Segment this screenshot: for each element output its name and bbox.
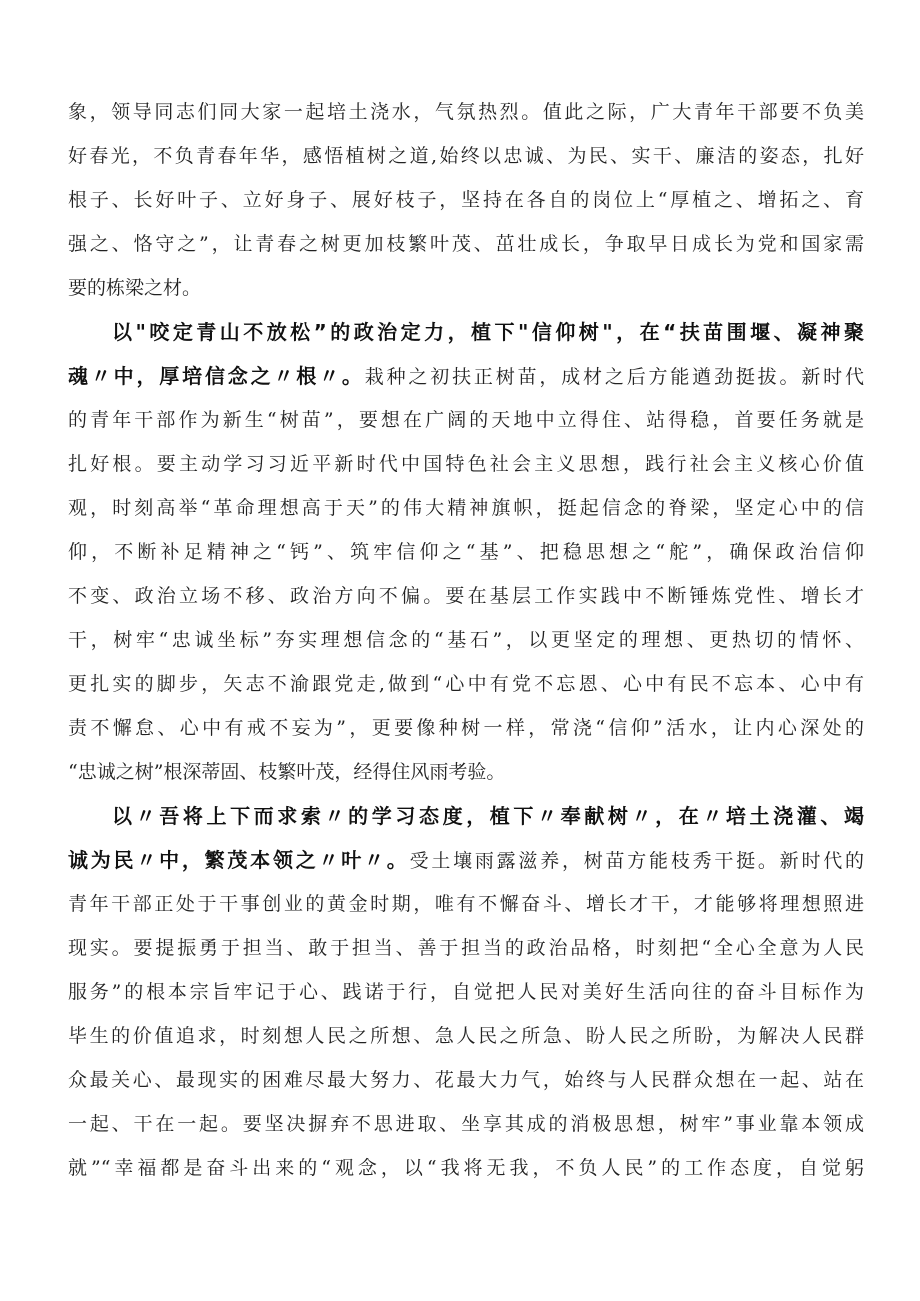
text-line: 观，时刻高举“革命理想高于天”的伟大精神旗帜，挺起信念的脊梁，坚定心中的信 [68,497,864,519]
text-line: 更扎实的脚步，矢志不渝跟党走,做到“心中有党不忘恩、心中有民不忘本、心中有 [68,673,864,695]
text-line: 青年干部正处于干事创业的黄金时期，唯有不懈奋斗、增长才干，才能够将理想照进 [68,893,864,915]
body-text: 受土壤雨露滋养，树苗方能枝秀干挺。新时代的 [409,850,864,872]
text-line: 就”“幸福都是奋斗出来的“观念，以“我将无我，不负人民”的工作态度，自觉躬 [68,1157,864,1179]
paragraph-3 [68,794,864,1190]
section-heading-continued: 诚为民〃中，繁茂本领之〃叶〃。 [68,848,410,872]
text-line: 象，领导同志们同大家一起培土浇水，气氛热烈。值此之际，广大青年干部要不负美 [68,101,864,123]
text-line-mixed [68,838,864,882]
text-line: 好春光，不负青春年华，感悟植树之道,始终以忠诚、为民、实干、廉洁的姿态，扎好 [68,145,864,167]
text-line-mixed [68,354,864,398]
text-line: 责不懈怠、心中有戒不妄为”，更要像种树一样，常浇“信仰”活水，让内心深处的 [68,717,864,739]
text-line: 现实。要提振勇于担当、敢于担当、善于担当的政治品格，时刻把“全心全意为人民 [68,937,864,959]
text-line: 的青年干部作为新生“树苗”，要想在广阔的天地中立得住、站得稳，首要任务就是 [68,409,864,431]
paragraph-1 [68,90,864,310]
text-line: 服务”的根本宗旨牢记于心、践诺于行，自觉把人民对美好生活向往的奋斗目标作为 [68,981,864,1003]
text-line: 仰，不断补足精神之“钙”、筑牢信仰之“基”、把稳思想之“舵”，确保政治信仰 [68,541,864,563]
text-line: 毕生的价值追求，时刻想人民之所想、急人民之所急、盼人民之所盼，为解决人民群 [68,1025,864,1047]
body-text: 栽种之初扶正树苗，成材之后方能遒劲挺拔。新时代 [364,366,864,388]
text-line: 要的栋梁之材。 [68,277,202,299]
section-heading: 以"咬定青山不放松”的政治定力，植下"信仰树"，在“扶苗围堰、凝神聚 [112,320,864,344]
section-heading-continued: 魂〃中，厚培信念之〃根〃。 [68,364,365,388]
text-line: 众最关心、最现实的困难尽最大努力、花最大力气，始终与人民群众想在一起、站在 [68,1069,864,1091]
text-line: 强之、恪守之”，让青春之树更加枝繁叶茂、茁壮成长，争取早日成长为党和国家需 [68,233,864,255]
text-line: 干，树牢“忠诚坐标”夯实理想信念的“基石”，以更坚定的理想、更热切的情怀、 [68,629,864,651]
text-line: 扎好根。要主动学习习近平新时代中国特色社会主义思想，践行社会主义核心价值 [68,453,864,475]
paragraph-2 [68,310,864,794]
text-line: “忠诚之树”根深蒂固、枝繁叶茂，经得住风雨考验。 [68,761,506,783]
text-line: 不变、政治立场不移、政治方向不偏。要在基层工作实践中不断锤炼党性、增长才 [68,585,864,607]
section-heading: 以〃吾将上下而求索〃的学习态度，植下〃奉献树〃，在〃培土浇灌、竭 [112,804,864,828]
text-line: 根子、长好叶子、立好身子、展好枝子，坚持在各自的岗位上“厚植之、增拓之、育 [68,189,864,211]
text-line: 一起、干在一起。要坚决摒弃不思进取、坐享其成的消极思想，树牢”事业靠本领成 [68,1113,864,1135]
